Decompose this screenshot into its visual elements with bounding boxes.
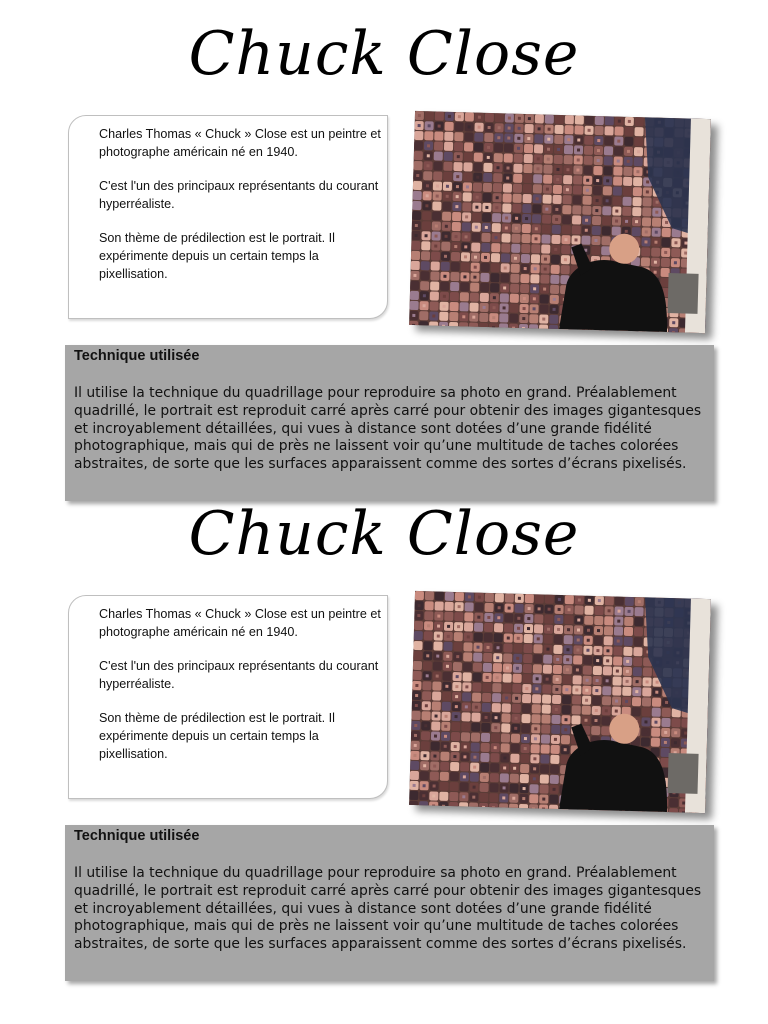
artist-painting-photo bbox=[409, 591, 711, 813]
bio-bubble bbox=[68, 595, 388, 799]
page-title: Chuck Close bbox=[188, 499, 580, 569]
bio-paragraph-1: Charles Thomas « Chuck » Close est un peintre et photographe américain né en 1940. bbox=[99, 607, 381, 639]
bio-bubble bbox=[68, 115, 388, 319]
bio-paragraph-3: Son thème de prédilection est le portrait. Il expérimente depuis un certain temps la pixellisation. bbox=[99, 231, 335, 281]
technique-text: Il utilise la technique du quadrillage pour reproduire sa photo en grand. Préalablement quadrillé, le portrait est reproduit carré après carré pour obtenir des images gigantesques et incroyablement détaillées, qui vues à distance sont dotées d’une grande fidélité photographique, mais qui de près ne laissent voir qu’une multitude de taches colorées abstraites, de sorte que les surfaces apparaissent comme des sortes d’écrans pixelisés. bbox=[74, 385, 702, 473]
sheet-1 bbox=[0, 0, 768, 480]
pixel-portrait-mosaic bbox=[409, 111, 711, 333]
technique-text: Il utilise la technique du quadrillage pour reproduire sa photo en grand. Préalablement quadrillé, le portrait est reproduit carré après carré pour obtenir des images gigantesques et incroyablement détaillées, qui vues à distance sont dotées d’une grande fidélité photographique, mais qui de près ne laissent voir qu’une multitude de taches colorées abstraites, de sorte que les surfaces apparaissent comme des sortes d’écrans pixelisés. bbox=[74, 865, 702, 953]
technique-heading: Technique utilisée bbox=[74, 348, 200, 364]
technique-box bbox=[65, 345, 714, 501]
technique-box bbox=[65, 825, 714, 981]
bio-paragraph-2: C'est l'un des principaux représentants du courant hyperréaliste. bbox=[99, 179, 379, 211]
sheet-2 bbox=[0, 480, 768, 960]
bio-paragraph-2: C'est l'un des principaux représentants du courant hyperréaliste. bbox=[99, 659, 379, 691]
bio-paragraph-1: Charles Thomas « Chuck » Close est un peintre et photographe américain né en 1940. bbox=[99, 127, 381, 159]
artist-painting-photo bbox=[409, 111, 711, 333]
technique-heading: Technique utilisée bbox=[74, 828, 200, 844]
pixel-portrait-mosaic bbox=[409, 591, 711, 813]
page-title: Chuck Close bbox=[188, 19, 580, 89]
bio-paragraph-3: Son thème de prédilection est le portrait. Il expérimente depuis un certain temps la pixellisation. bbox=[99, 711, 335, 761]
